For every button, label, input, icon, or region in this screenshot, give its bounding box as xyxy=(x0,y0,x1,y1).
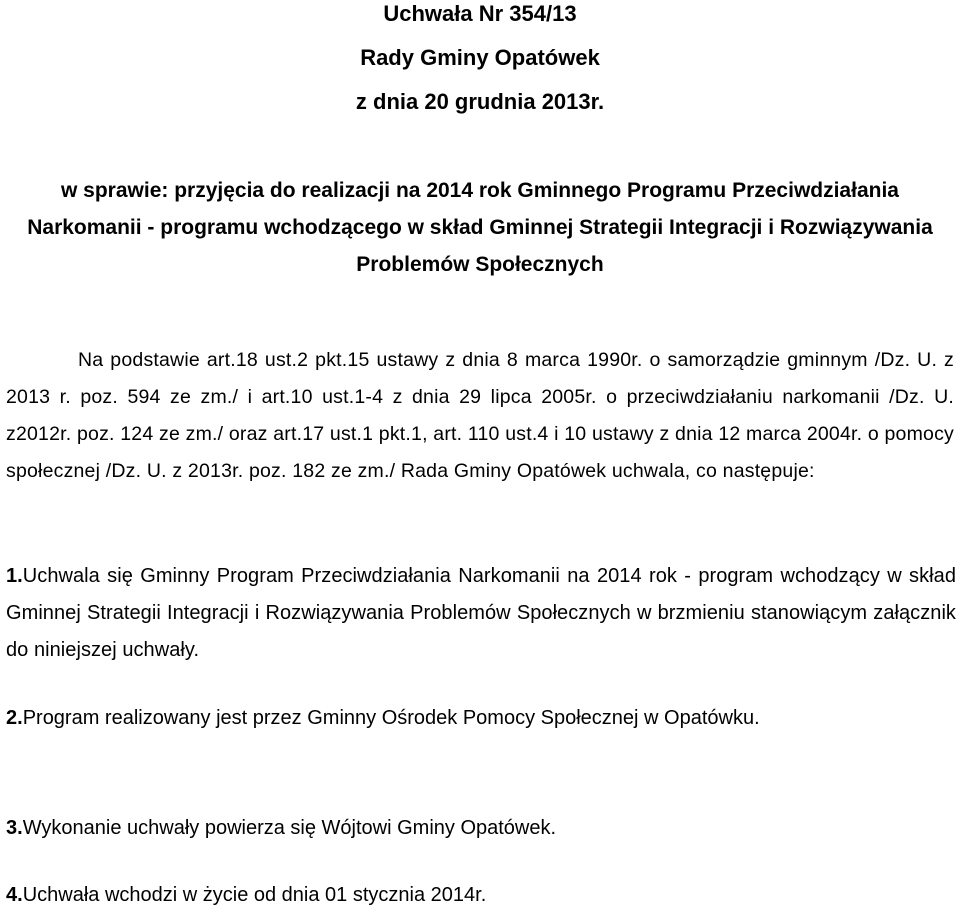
resolution-number-title: Uchwała Nr 354/13 xyxy=(383,1,577,26)
paragraph-1 xyxy=(6,558,956,669)
resolution-date-title: z dnia 20 grudnia 2013r. xyxy=(355,89,605,114)
paragraph-4 xyxy=(6,877,956,914)
paragraph-text: Uchwała wchodzi w życie od dnia 01 stycznia 2014r. xyxy=(22,884,487,906)
paragraph-text: Wykonanie uchwały powierza się Wójtowi Gminy Opatówek. xyxy=(22,817,557,839)
paragraph-number: 2. xyxy=(6,707,23,729)
paragraph-number: 3. xyxy=(6,817,23,839)
paragraph-number: 4. xyxy=(6,884,23,906)
paragraph-text: Program realizowany jest przez Gminny Ośrodek Pomocy Społecznej w Opatówku. xyxy=(22,707,760,729)
paragraph-2 xyxy=(6,700,956,737)
paragraph-3 xyxy=(6,810,956,847)
council-name-title: Rady Gminy Opatówek xyxy=(360,45,600,70)
paragraph-text: Uchwala się Gminny Program Przeciwdziałania Narkomanii na 2014 rok - program wchodzący w skład Gminnej Strategii Integracji i Rozwiązywania Problemów Społecznych w brzmieniu stanowiącym załącznik do niniejszej uchwały. xyxy=(6,565,956,661)
legal-basis-paragraph: Na podstawie art.18 ust.2 pkt.15 ustawy z dnia 8 marca 1990r. o samorządzie gminnym /Dz. U. z 2013 r. poz. 594 ze zm./ i art.10 ust.1-4 z dnia 29 lipca 2005r. o przeciwdziałaniu narkomanii /Dz. U. z2012r. poz. 124 ze zm./ oraz art.17 ust.1 pkt.1, art. 110 ust.4 i 10 ustawy z dnia 12 marca 2004r. o pomocy społecznej /Dz. U. z 2013r. poz. 182 ze zm./ Rada Gminy Opatówek uchwala, co następuje: xyxy=(6,349,954,482)
resolution-subject: w sprawie: przyjęcia do realizacji na 2014 rok Gminnego Programu Przeciwdziałania Narkomanii - programu wchodzącego w skład Gminnej Strategii Integracji i Rozwiązywania Problemów Społecznych xyxy=(27,179,933,276)
paragraph-number: 1. xyxy=(6,565,23,587)
